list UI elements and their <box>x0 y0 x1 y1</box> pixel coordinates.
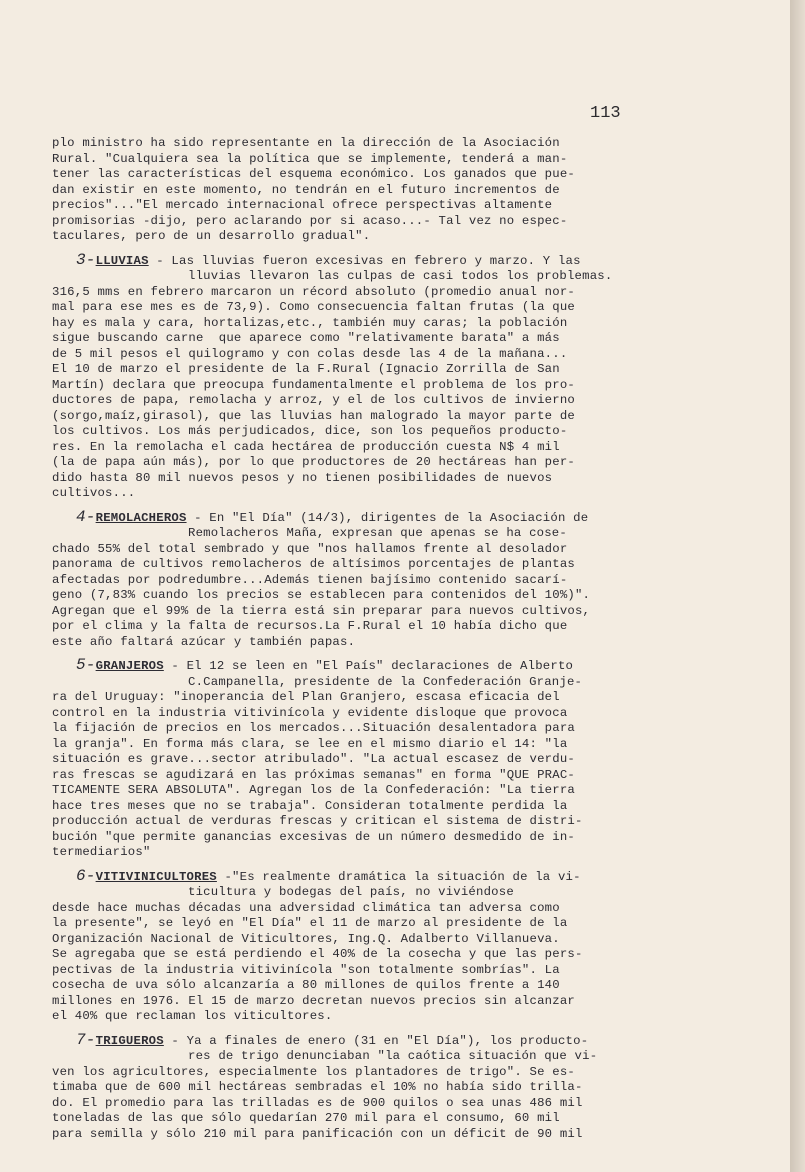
section-second-line: res de trigo denunciaban "la caótica situación que vi- <box>188 1049 598 1063</box>
section-heading-line <box>52 658 677 675</box>
text-line: TICAMENTE SERA ABSOLUTA". Agregan los de la Confederación: "La tierra <box>52 783 575 797</box>
text-line: control en la industria vitivinícola y evidente disloque que provoca <box>52 705 568 720</box>
section-title: TRIGUEROS <box>95 1033 164 1048</box>
text-line: la presente", se leyó en "El Día" el 11 de marzo al presidente de la <box>52 916 568 930</box>
section-second-line: lluvias llevaron las culpas de casi todos los problemas. <box>188 269 613 283</box>
text-line: ductores de papa, remolacha y arroz, y el de los cultivos de invierno <box>52 393 575 407</box>
text-line: geno (7,83% cuando los precios se establecen para contenidos del 10%)". <box>52 588 591 602</box>
section-first-line: - En "El Día" (14/3), dirigentes de la Asociación de <box>186 510 589 525</box>
text-line: toneladas de las que sólo quedarían 270 mil para el consumo, 60 mil <box>52 1111 560 1125</box>
text-line: termediarios" <box>52 845 151 859</box>
text-line: Se agregaba que se está perdiendo el 40% de la cosecha y que las pers- <box>52 947 583 961</box>
text-line: taculares, pero de un desarrollo gradual". <box>52 229 371 243</box>
text-line: cultivos... <box>52 486 136 500</box>
section-title: LLUVIAS <box>95 253 149 268</box>
intro-paragraph <box>52 136 677 245</box>
text-line: Martín) declara que preocupa fundamentalmente el problema de los pro- <box>52 377 575 392</box>
text-line: hay es mala y cara, hortalizas,etc., también muy caras; la población <box>52 315 568 330</box>
text-line: mal para ese mes es de 73,9). Como consecuencia faltan frutas (la que <box>52 300 575 314</box>
text-line: res. En la remolacha el cada hectárea de producción cuesta N$ 4 mil <box>52 439 560 454</box>
section-number: 3- <box>76 250 96 269</box>
text-line: el 40% que reclaman los viticultores. <box>52 1009 333 1023</box>
section-second-line: C.Campanella, presidente de la Confederación Granje- <box>188 674 583 689</box>
text-line: Organización Nacional de Viticultores, Ing.Q. Adalberto Villanueva. <box>52 931 560 946</box>
text-line: plo ministro ha sido representante en la dirección de la Asociación <box>52 136 560 150</box>
text-line: (sorgo,maíz,girasol), que las lluvias han malogrado la mayor parte de <box>52 408 575 423</box>
section-first-line: - Ya a finales de enero (31 en "El Día"), los producto- <box>163 1033 589 1048</box>
text-line: millones en 1976. El 15 de marzo decretan nuevos precios sin alcanzar <box>52 993 575 1008</box>
document-body <box>52 136 677 1150</box>
text-line: hace tres meses que no se trabaja". Consideran totalmente perdida la <box>52 798 568 813</box>
section-vitivinicultores <box>52 866 677 1025</box>
text-line: por el clima y la falta de recursos.La F.Rural el 10 había dicho que <box>52 619 568 633</box>
section-first-line: -"Es realmente dramática la situación de la vi- <box>216 869 581 884</box>
section-title: GRANJEROS <box>95 659 164 673</box>
text-line: (la de papa aún más), por lo que productores de 20 hectáreas han per- <box>52 455 575 469</box>
text-line: de 5 mil pesos el quilogramo y con colas desde las 4 de la mañana... <box>52 346 568 361</box>
page-number: 113 <box>590 104 621 123</box>
text-line: bución "que permite ganancias excesivas de un número desmedido de in- <box>52 829 575 844</box>
section-trigueros <box>52 1030 677 1143</box>
section-heading-line <box>52 1030 677 1050</box>
text-line: tener las características del esquema económico. Los ganados que pue- <box>52 167 575 181</box>
sections-container <box>52 250 677 1143</box>
text-line: El 10 de marzo el presidente de la F.Rural (Ignacio Zorrilla de San <box>52 362 560 376</box>
section-second-line: Remolacheros Maña, expresan que apenas se ha cose- <box>188 526 567 540</box>
text-line: ras frescas se agudizará en las próximas semanas" en forma "QUE PRAC- <box>52 767 575 782</box>
text-line: cosecha de uva sólo alcanzaría a 80 millones de quilos frente a 140 <box>52 978 560 992</box>
text-line: producción actual de verduras frescas y critican el sistema de distri- <box>52 814 583 828</box>
section-number: 5- <box>76 656 96 674</box>
text-line: sigue buscando carne que aparece como "relativamente barata" a más <box>52 331 560 345</box>
text-line: Rural. "Cualquiera sea la política que se implemente, tenderá a man- <box>52 151 568 166</box>
section-lluvias <box>52 250 677 502</box>
section-first-line: - El 12 se leen en "El País" declaraciones de Alberto <box>163 659 574 673</box>
text-line: la granja". En forma más clara, se lee en el mismo diario el 14: "la <box>52 736 568 751</box>
page-edge <box>790 0 805 1172</box>
text-line: chado 55% del total sembrado y que "nos hallamos frente al desolador <box>52 541 568 556</box>
section-heading-line <box>52 250 677 270</box>
section-granjeros <box>52 658 677 861</box>
text-line: la fijación de precios en los mercados...Situación desalentadora para <box>52 721 575 735</box>
text-line: los cultivos. Los más perjudicados, dice, son los pequeños producto- <box>52 424 568 438</box>
text-line: ven los agricultores, especialmente los plantadores de trigo". Se es- <box>52 1064 575 1079</box>
section-title: REMOLACHEROS <box>95 510 187 525</box>
text-line: Agregan que el 99% de la tierra está sin preparar para nuevos cultivos, <box>52 603 591 618</box>
section-first-line: - Las lluvias fueron excesivas en febrero y marzo. Y las <box>148 253 581 268</box>
section-number: 4- <box>76 507 96 526</box>
section-remolacheros <box>52 507 677 651</box>
section-number: 6- <box>76 866 96 885</box>
text-line: pectivas de la industria vitivinícola "son totalmente sombrías". La <box>52 962 560 977</box>
text-line: para semilla y sólo 210 mil para panificación con un déficit de 90 mil <box>52 1126 583 1141</box>
text-line: panorama de cultivos remolacheros de altísimos porcentajes de plantas <box>52 557 575 571</box>
section-heading-line <box>52 866 677 886</box>
text-line: dido hasta 80 mil nuevos pesos y no tienen posibilidades de nuevos <box>52 470 553 485</box>
text-line: do. El promedio para las trilladas es de 900 quilos o sea unas 486 mil <box>52 1095 583 1110</box>
text-line: desde hace muchas décadas una adversidad climática tan adversa como <box>52 900 560 915</box>
section-second-line: ticultura y bodegas del país, no viviéndose <box>188 885 514 899</box>
section-number: 7- <box>76 1030 96 1049</box>
text-line: ra del Uruguay: "inoperancia del Plan Granjero, escasa eficacia del <box>52 690 560 704</box>
text-line: situación es grave...sector atribulado". "La actual escasez de verdu- <box>52 752 575 766</box>
text-line: dan existir en este momento, no tendrán en el futuro incrementos de <box>52 182 560 197</box>
text-line: promisorias -dijo, pero aclarando por si acaso...- Tal vez no espec- <box>52 213 568 228</box>
text-line: este año faltará azúcar y también papas. <box>52 634 356 649</box>
section-title: VITIVINICULTORES <box>95 869 217 884</box>
text-line: afectadas por podredumbre...Además tienen bajísimo contenido sacarí- <box>52 572 568 587</box>
text-line: 316,5 mms en febrero marcaron un récord absoluto (promedio anual nor- <box>52 284 575 299</box>
text-line: timaba que de 600 mil hectáreas sembradas el 10% no había sido trilla- <box>52 1080 583 1094</box>
text-line: precios"..."El mercado internacional ofrece perspectivas altamente <box>52 198 553 212</box>
section-heading-line <box>52 507 677 527</box>
